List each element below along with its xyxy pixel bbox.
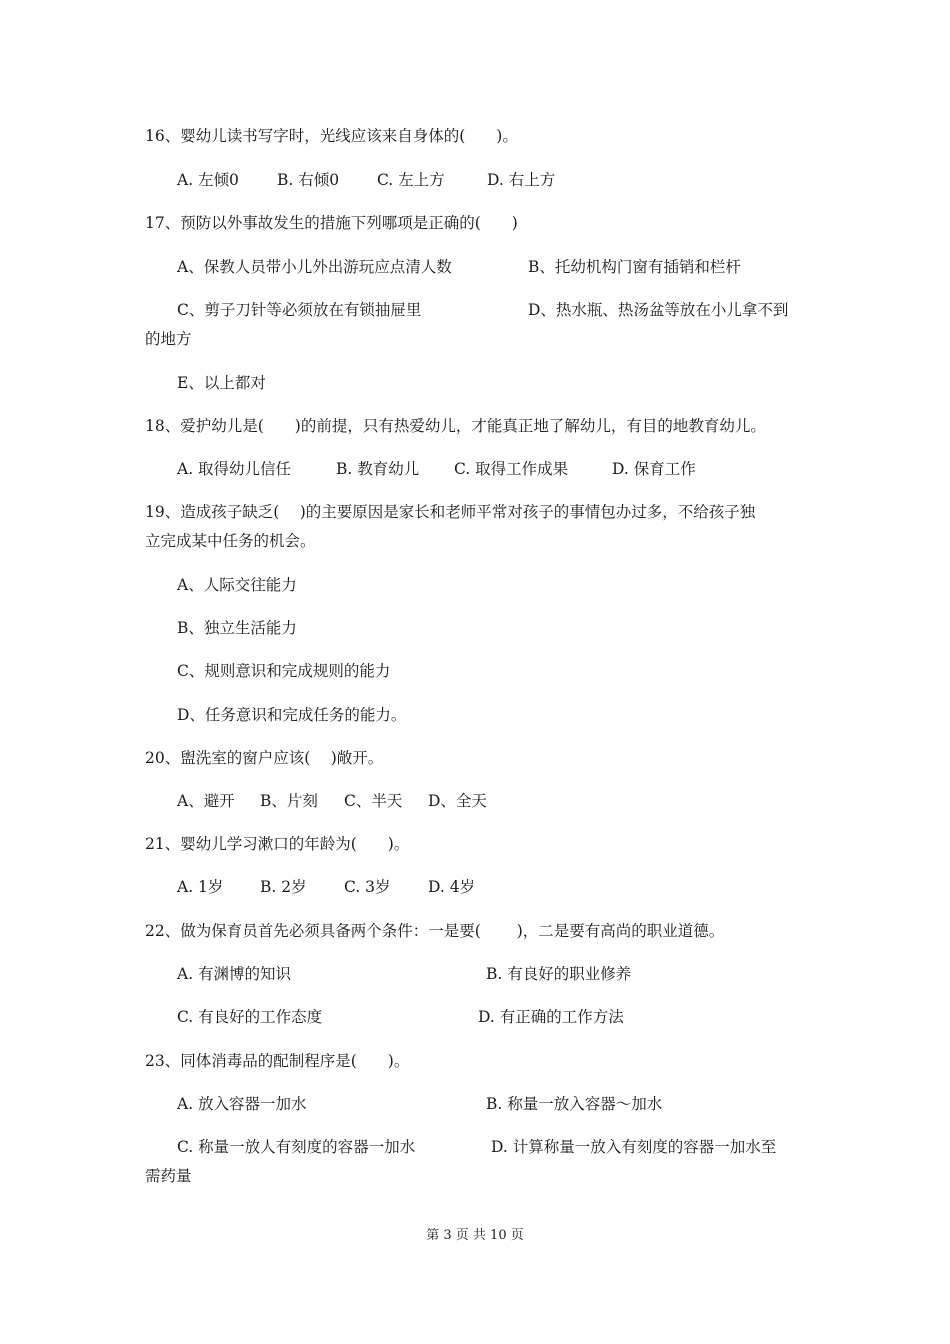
question-22-option-a: A. 有渊博的知识 bbox=[177, 965, 292, 983]
question-21-option-d: D. 4岁 bbox=[428, 878, 476, 896]
question-17-option-b: B、托幼机构门窗有插销和栏杆 bbox=[528, 258, 741, 276]
question-18-stem: 18、爱护幼儿是( )的前提，只有热爱幼儿，才能真正地了解幼儿，有目的地教育幼儿。 bbox=[145, 417, 766, 435]
question-23-option-d-continuation: 需药量 bbox=[145, 1167, 192, 1185]
question-19-stem-continuation: 立完成某中任务的机会。 bbox=[145, 532, 316, 550]
question-17-option-d: D、热水瓶、热汤盆等放在小儿拿不到 bbox=[528, 301, 789, 319]
question-17-option-d-continuation: 的地方 bbox=[145, 330, 192, 348]
question-16-option-c: C. 左上方 bbox=[377, 171, 445, 189]
question-16-stem: 16、婴幼儿读书写字时，光线应该来自身体的( )。 bbox=[145, 127, 518, 145]
question-19-stem: 19、造成孩子缺乏( )的主要原因是家长和老师平常对孩子的事情包办过多，不给孩子独 bbox=[145, 503, 756, 521]
question-16-option-d: D. 右上方 bbox=[487, 171, 556, 189]
question-16-option-a: A. 左倾0 bbox=[177, 171, 239, 189]
question-23-option-b: B. 称量一放入容器～加水 bbox=[486, 1095, 663, 1113]
question-19-option-a: A、人际交往能力 bbox=[177, 576, 297, 594]
question-20-option-b: B、片刻 bbox=[260, 792, 318, 810]
question-18-option-a: A. 取得幼儿信任 bbox=[177, 460, 292, 478]
question-17-option-e: E、以上都对 bbox=[177, 374, 266, 392]
question-18-option-d: D. 保育工作 bbox=[612, 460, 696, 478]
question-18-option-b: B. 教育幼儿 bbox=[336, 460, 420, 478]
question-17-option-a: A、保教人员带小儿外出游玩应点清人数 bbox=[177, 258, 452, 276]
question-20-option-a: A、避开 bbox=[177, 792, 235, 810]
page-number-footer: 第 3 页 共 10 页 bbox=[426, 1228, 524, 1243]
question-22-option-d: D. 有正确的工作方法 bbox=[478, 1008, 624, 1026]
question-22-stem: 22、做为保育员首先必须具备两个条件：一是要( )，二是要有高尚的职业道德。 bbox=[145, 922, 725, 940]
question-23-option-c: C. 称量一放人有刻度的容器一加水 bbox=[177, 1138, 416, 1156]
question-22-option-b: B. 有良好的职业修养 bbox=[486, 965, 632, 983]
question-18-option-c: C. 取得工作成果 bbox=[454, 460, 569, 478]
question-17-stem: 17、预防以外事故发生的措施下列哪项是正确的( ) bbox=[145, 214, 518, 232]
question-20-stem: 20、盥洗室的窗户应该( )敞开。 bbox=[145, 749, 384, 767]
question-22-option-c: C. 有良好的工作态度 bbox=[177, 1008, 323, 1026]
question-21-option-b: B. 2岁 bbox=[260, 878, 307, 896]
question-20-option-c: C、半天 bbox=[344, 792, 403, 810]
question-19-option-c: C、规则意识和完成规则的能力 bbox=[177, 662, 391, 680]
question-17-option-c: C、剪子刀针等必须放在有锁抽屉里 bbox=[177, 301, 422, 319]
question-16-option-b: B. 右倾0 bbox=[277, 171, 340, 189]
question-20-option-d: D、全天 bbox=[428, 792, 487, 810]
question-23-option-a: A. 放入容器一加水 bbox=[177, 1095, 307, 1113]
question-21-option-c: C. 3岁 bbox=[344, 878, 391, 896]
question-21-option-a: A. 1岁 bbox=[177, 878, 224, 896]
question-23-stem: 23、同体消毒品的配制程序是( )。 bbox=[145, 1052, 410, 1070]
question-19-option-b: B、独立生活能力 bbox=[177, 619, 297, 637]
question-23-option-d: D. 计算称量一放入有刻度的容器一加水至 bbox=[491, 1138, 777, 1156]
question-21-stem: 21、婴幼儿学习漱口的年龄为( )。 bbox=[145, 835, 410, 853]
question-19-option-d: D、任务意识和完成任务的能力。 bbox=[177, 706, 407, 724]
